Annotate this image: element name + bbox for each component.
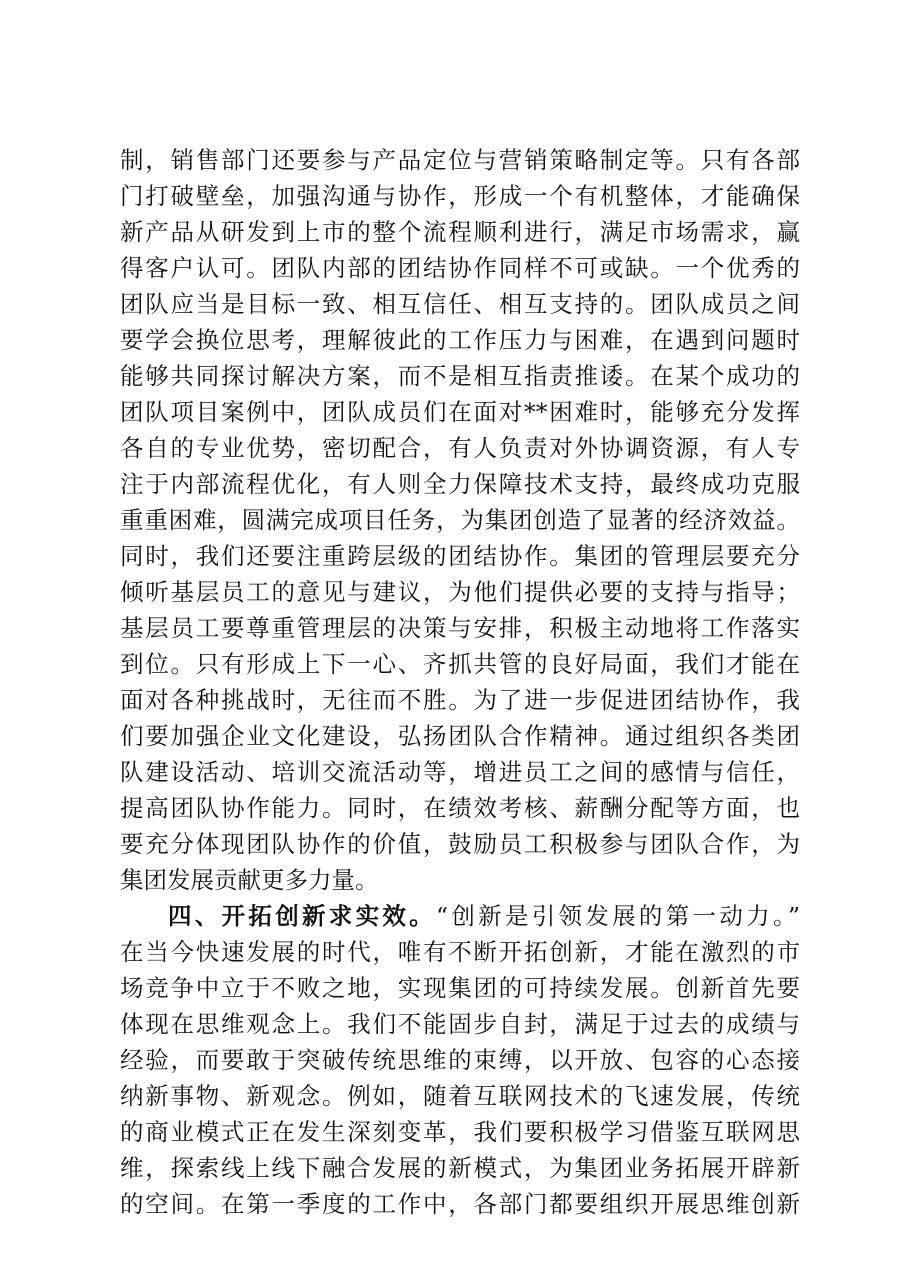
body-text-line: 新产品从研发到上市的整个流程顺利进行，满足市场需求，赢 — [120, 218, 800, 246]
section-heading: 四、开拓创新求实效。 — [168, 902, 437, 930]
body-text-line: 到位。只有形成上下一心、齐抓共管的良好局面，我们才能在 — [120, 650, 800, 678]
body-text-line: 同时，我们还要注重跨层级的团结协作。集团的管理层要充分 — [120, 542, 800, 570]
body-text-line: 维，探索线上线下融合发展的新模式，为集团业务拓展开辟新 — [120, 1154, 800, 1182]
body-text-line: 要学会换位思考，理解彼此的工作压力与困难，在遇到问题时 — [120, 326, 800, 354]
body-text-line: 在当今快速发展的时代，唯有不断开拓创新，才能在激烈的市 — [120, 938, 800, 966]
body-text-line: 经验，而要敢于突破传统思维的束缚，以开放、包容的心态接 — [120, 1046, 800, 1074]
body-text-line: 们要加强企业文化建设，弘扬团队合作精神。通过组织各类团 — [120, 722, 800, 750]
body-text-line: 提高团队协作能力。同时，在绩效考核、薪酬分配等方面，也 — [120, 794, 800, 822]
body-text-line: 的商业模式正在发生深刻变革，我们要积极学习借鉴互联网思 — [120, 1118, 800, 1146]
body-text-line: 门打破壁垒，加强沟通与协作，形成一个有机整体，才能确保 — [120, 182, 800, 210]
body-text-line: 团队应当是目标一致、相互信任、相互支持的。团队成员之间 — [120, 290, 800, 318]
body-text-line: 得客户认可。团队内部的团结协作同样不可或缺。一个优秀的 — [120, 254, 800, 282]
body-text-line: 队建设活动、培训交流活动等，增进员工之间的感情与信任， — [120, 758, 800, 786]
body-text-line: 团队项目案例中，团队成员们在面对**困难时，能够充分发挥 — [120, 398, 800, 426]
body-text-line: 基层员工要尊重管理层的决策与安排，积极主动地将工作落实 — [120, 614, 800, 642]
body-text-line: 倾听基层员工的意见与建议，为他们提供必要的支持与指导； — [120, 578, 800, 606]
body-text-line: 制，销售部门还要参与产品定位与营销策略制定等。只有各部 — [120, 146, 800, 174]
body-text-line: 重重困难，圆满完成项目任务，为集团创造了显著的经济效益。 — [120, 506, 800, 534]
section-heading-line — [168, 898, 800, 934]
body-text-line: 体现在思维观念上。我们不能固步自封，满足于过去的成绩与 — [120, 1010, 800, 1038]
section-quote: “创新是引领发展的第一动力。” — [436, 902, 801, 930]
body-text-line: 场竞争中立于不败之地，实现集团的可持续发展。创新首先要 — [120, 974, 800, 1002]
body-text-line: 能够共同探讨解决方案，而不是相互指责推诿。在某个成功的 — [120, 362, 800, 390]
body-text-line: 面对各种挑战时，无往而不胜。为了进一步促进团结协作，我 — [120, 686, 800, 714]
body-text-line: 要充分体现团队协作的价值，鼓励员工积极参与团队合作，为 — [120, 830, 800, 858]
body-text-line: 的空间。在第一季度的工作中，各部门都要组织开展思维创新 — [120, 1190, 800, 1218]
body-text-line: 纳新事物、新观念。例如，随着互联网技术的飞速发展，传统 — [120, 1082, 800, 1110]
body-text-line: 各自的专业优势，密切配合，有人负责对外协调资源，有人专 — [120, 434, 800, 462]
body-text-line: 集团发展贡献更多力量。 — [120, 866, 379, 894]
body-text-line: 注于内部流程优化，有人则全力保障技术支持，最终成功克服 — [120, 470, 800, 498]
